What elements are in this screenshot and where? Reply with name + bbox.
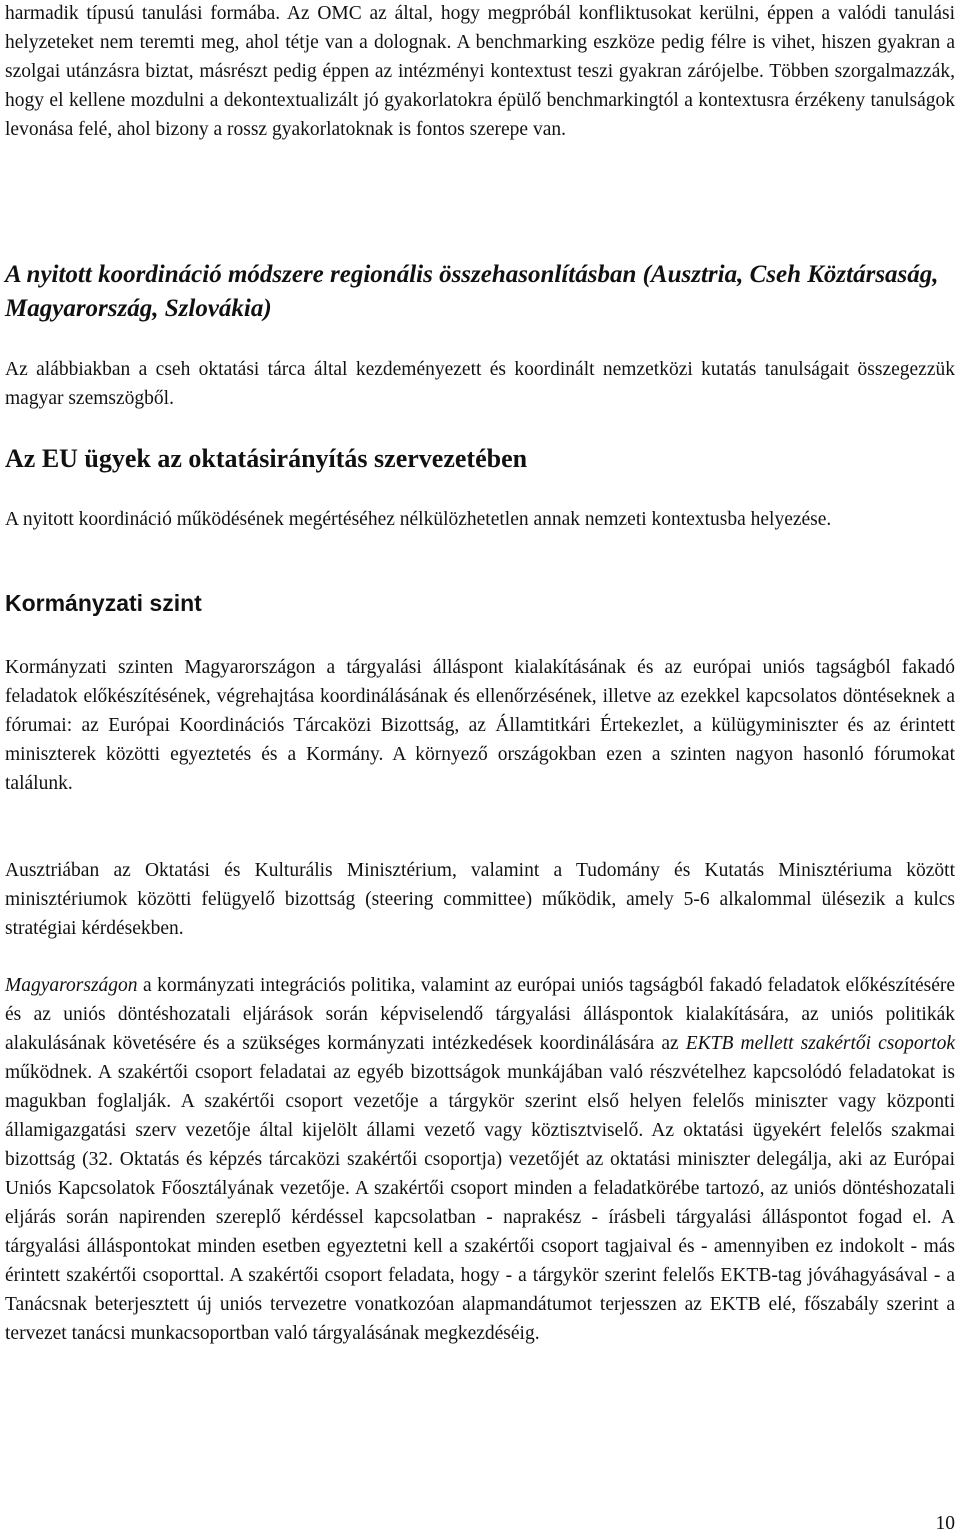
hungary-text-part1: a kormányzati integrációs politika, valamint az európai uniós tagságból fakadó feladatok előkészítésére és az uniós döntéshozatali eljárások során képviselendő tárgyalási álláspontok kialakítására, az uniós politikák alakulásának követésére és a szükséges kormányzati intézkedések koordinálására az bbox=[5, 975, 955, 1054]
page-number: 10 bbox=[935, 1513, 955, 1534]
hungary-italic-lead: Magyarországon bbox=[5, 975, 138, 996]
subsection-heading-gov-level: Kormányzati szint bbox=[5, 590, 202, 616]
czech-research-paragraph: Az alábbiakban a cseh oktatási tárca által kezdeményezett és koordinált nemzetközi kutatás tanulságait összegezzük magyar szemszögből. bbox=[5, 359, 955, 409]
hungary-text-part2: működnek. A szakértői csoport feladatai az egyéb bizottságok munkájában való részvételhez kapcsolódó feladatokat is magukban foglalják. A szakértői csoport vezetője a tárgykör szerint első helyen felelős miniszter vagy központi államigazgatási szerv vezetője által kijelölt állami vezető vagy köztisztviselő. Az oktatási ügyekért felelős szakmai bizottság (32. Oktatás és képzés tárcaközi szakértői csoportja) vezetőjét az oktatási miniszter delegálja, aki az Európai Uniós Kapcsolatok Főosztályának vezetője. A szakértői csoport minden a feladatkörébe tartozó, az uniós döntéshozatali eljárás során napirenden szereplő kérdéssel kapcsolatban - naprakész - írásbeli tárgyalási álláspontot fogad el. A tárgyalási álláspontokat minden esetben egyeztetni kell a szakértői csoport tagjaival és - amennyiben ez indokolt - más érintett szakértői csoporttal. A szakértői csoport feladata, hogy - a tárgykör szerint felelős EKTB-tag jóváhagyásával - a Tanácsnak beterjesztett új uniós tervezetre vonatkozóan alapmandátumot terjesszen az EKTB elé, főszabály szerint a tervezet tanácsi munkacsoportban való tárgyalásának megkezdéséig. bbox=[5, 1062, 955, 1344]
government-level-paragraph: Kormányzati szinten Magyarországon a tárgyalási álláspont kialakításának és az európai uniós tagságból fakadó feladatok előkészítésének, végrehajtása koordinálásának és ellenőrzésének, illetve az ezekkel kapcsolatos döntéseknek a fórumai: az Európai Koordinációs Tárcaközi Bizottság, az Államtitkári Értekezlet, a külügyminiszter és az érintett miniszterek közötti egyeztetés és a Kormány. A környező országokban ezen a szinten nagyon hasonló fórumokat találunk. bbox=[5, 657, 955, 794]
austria-paragraph: Ausztriában az Oktatási és Kulturális Minisztérium, valamint a Tudomány és Kutatás Minisztériuma között minisztériumok közötti felügyelő bizottság (steering committee) működik, amely 5-6 alkalommal ülésezik a kulcs stratégiai kérdésekben. bbox=[5, 860, 955, 939]
section-heading-eu-affairs: Az EU ügyek az oktatásirányítás szervezetében bbox=[5, 444, 528, 473]
context-paragraph: A nyitott koordináció működésének megértéséhez nélkülözhetetlen annak nemzeti kontextusba helyezése. bbox=[5, 509, 832, 530]
hungary-expert-groups-paragraph bbox=[5, 971, 955, 1348]
ektb-expert-groups-italic: EKTB mellett szakértői csoportok bbox=[685, 1033, 956, 1054]
section-heading-regional: A nyitott koordináció módszere regionális összehasonlításban (Ausztria, Cseh Köztársaság, Magyarország, Szlovákia) bbox=[5, 261, 939, 322]
intro-paragraph: harmadik típusú tanulási formába. Az OMC az által, hogy megpróbál konfliktusokat kerülni, éppen a valódi tanulási helyzeteket nem teremti meg, ahol tétje van a dolognak. A benchmarking eszköze pedig félre is vihet, hiszen gyakran a szolgai utánzásra biztat, másrészt pedig éppen az intézményi kontextust teszi gyakran zárójelbe. Többen szorgalmazzák, hogy el kellene mozdulni a dekontextualizált jó gyakorlatokra épülő benchmarkingtól a kontextusra érzékeny tanulságok levonása felé, ahol bizony a rossz gyakorlatoknak is fontos szerepe van. bbox=[5, 3, 955, 140]
document-page bbox=[5, 0, 956, 1344]
